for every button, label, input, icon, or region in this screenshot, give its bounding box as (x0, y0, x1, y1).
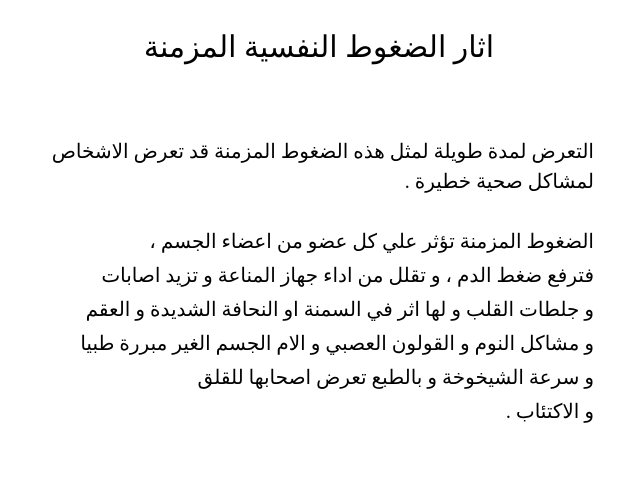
text-line: و الاكتئاب . (505, 401, 594, 423)
text-line: التعرض لمدة طويلة لمثل هذه الضغوط المزمنة قد تعرض الاشخاص (51, 141, 594, 163)
text-line: و سرعة الشيخوخة و بالطبع تعرض اصحابها للقلق (197, 367, 594, 389)
paragraph-chronic-exposure (30, 137, 594, 197)
text-line: و مشاكل النوم و القولون العصبي و الام الجسم الغير مبررة طبيا (80, 333, 594, 355)
text-line: لمشاكل صحية خطيرة . (404, 171, 594, 193)
text-line: الضغوط المزمنة تؤثر علي كل عضو من اعضاء الجسم ، (149, 231, 594, 253)
paragraph-body-effects (30, 225, 594, 429)
slide-title: اثار الضغوط النفسية المزمنة (143, 31, 495, 64)
text-line: فترفع ضغط الدم ، و تقلل من اداء جهاز المناعة و تزيد اصابات (101, 265, 594, 287)
text-line: و جلطات القلب و لها اثر في السمنة او النحافة الشديدة و العقم (85, 299, 594, 321)
